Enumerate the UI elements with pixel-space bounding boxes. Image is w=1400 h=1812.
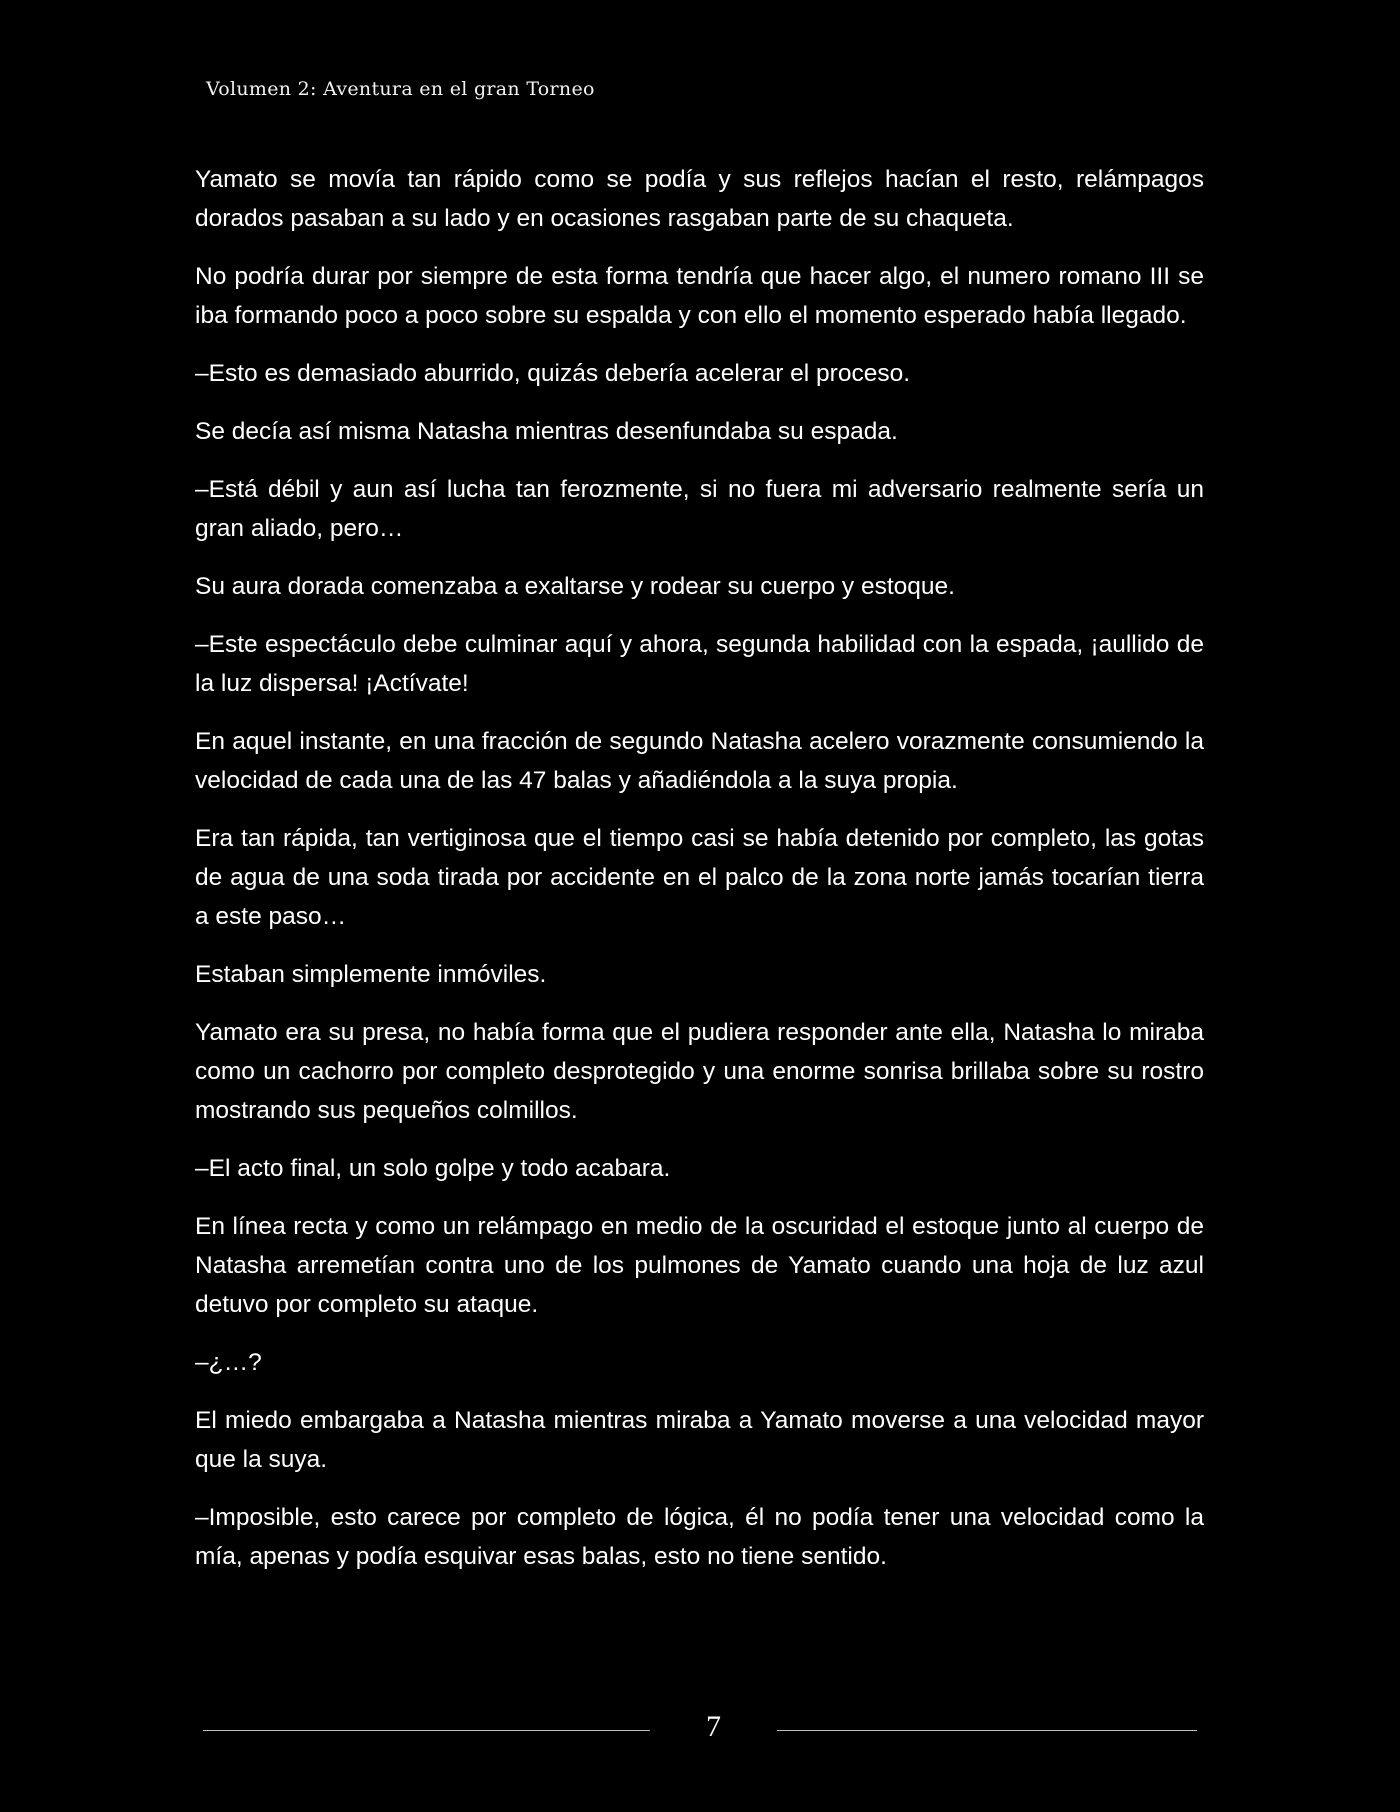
paragraph: En línea recta y como un relámpago en medio de la oscuridad el estoque junto al cuerpo de Natasha arremetían contra uno de los pulmones de Yamato cuando una hoja de luz azul detuvo por completo su ataque. — [195, 1213, 1204, 1318]
paragraph: Yamato se movía tan rápido como se podía y sus reflejos hacían el resto, relámpagos dorados pasaban a su lado y en ocasiones rasgaban parte de su chaqueta. — [195, 166, 1204, 232]
paragraph: Se decía así misma Natasha mientras desenfundaba su espada. — [195, 418, 898, 445]
footer-rule-right — [777, 1730, 1197, 1731]
paragraph: Yamato era su presa, no había forma que el pudiera responder ante ella, Natasha lo miraba como un cachorro por completo desprotegido y una enorme sonrisa brillaba sobre su rostro mostrando sus pequeños colmillos. — [195, 1019, 1204, 1124]
body-text — [195, 160, 1204, 1595]
paragraph: Era tan rápida, tan vertiginosa que el tiempo casi se había detenido por completo, las gotas de agua de una soda tirada por accidente en el palco de la zona norte jamás tocarían tierra a este paso… — [195, 825, 1204, 930]
paragraph: –Está débil y aun así lucha tan ferozmente, si no fuera mi adversario realmente sería un gran aliado, pero… — [195, 476, 1204, 542]
paragraph: Estaban simplemente inmóviles. — [195, 961, 547, 988]
paragraph: –Este espectáculo debe culminar aquí y ahora, segunda habilidad con la espada, ¡aullido de la luz dispersa! ¡Actívate! — [195, 631, 1204, 697]
paragraph: –El acto final, un solo golpe y todo acabara. — [195, 1155, 671, 1182]
paragraph: Su aura dorada comenzaba a exaltarse y rodear su cuerpo y estoque. — [195, 573, 955, 600]
paragraph: No podría durar por siempre de esta forma tendría que hacer algo, el numero romano III se iba formando poco a poco sobre su espalda y con ello el momento esperado había llegado. — [195, 263, 1204, 329]
paragraph: –Esto es demasiado aburrido, quizás debería acelerar el proceso. — [195, 360, 910, 387]
footer-rule-left — [203, 1730, 650, 1731]
paragraph: El miedo embargaba a Natasha mientras miraba a Yamato moverse a una velocidad mayor que la suya. — [195, 1407, 1204, 1473]
page-number: 7 — [706, 1710, 721, 1743]
paragraph: –¿…? — [195, 1349, 262, 1376]
paragraph: En aquel instante, en una fracción de segundo Natasha acelero vorazmente consumiendo la velocidad de cada una de las 47 balas y añadiéndola a la suya propia. — [195, 728, 1204, 794]
page-footer — [203, 1706, 1197, 1756]
running-header: Volumen 2: Aventura en el gran Torneo — [206, 78, 595, 100]
paragraph: –Imposible, esto carece por completo de lógica, él no podía tener una velocidad como la mía, apenas y podía esquivar esas balas, esto no tiene sentido. — [195, 1504, 1204, 1570]
